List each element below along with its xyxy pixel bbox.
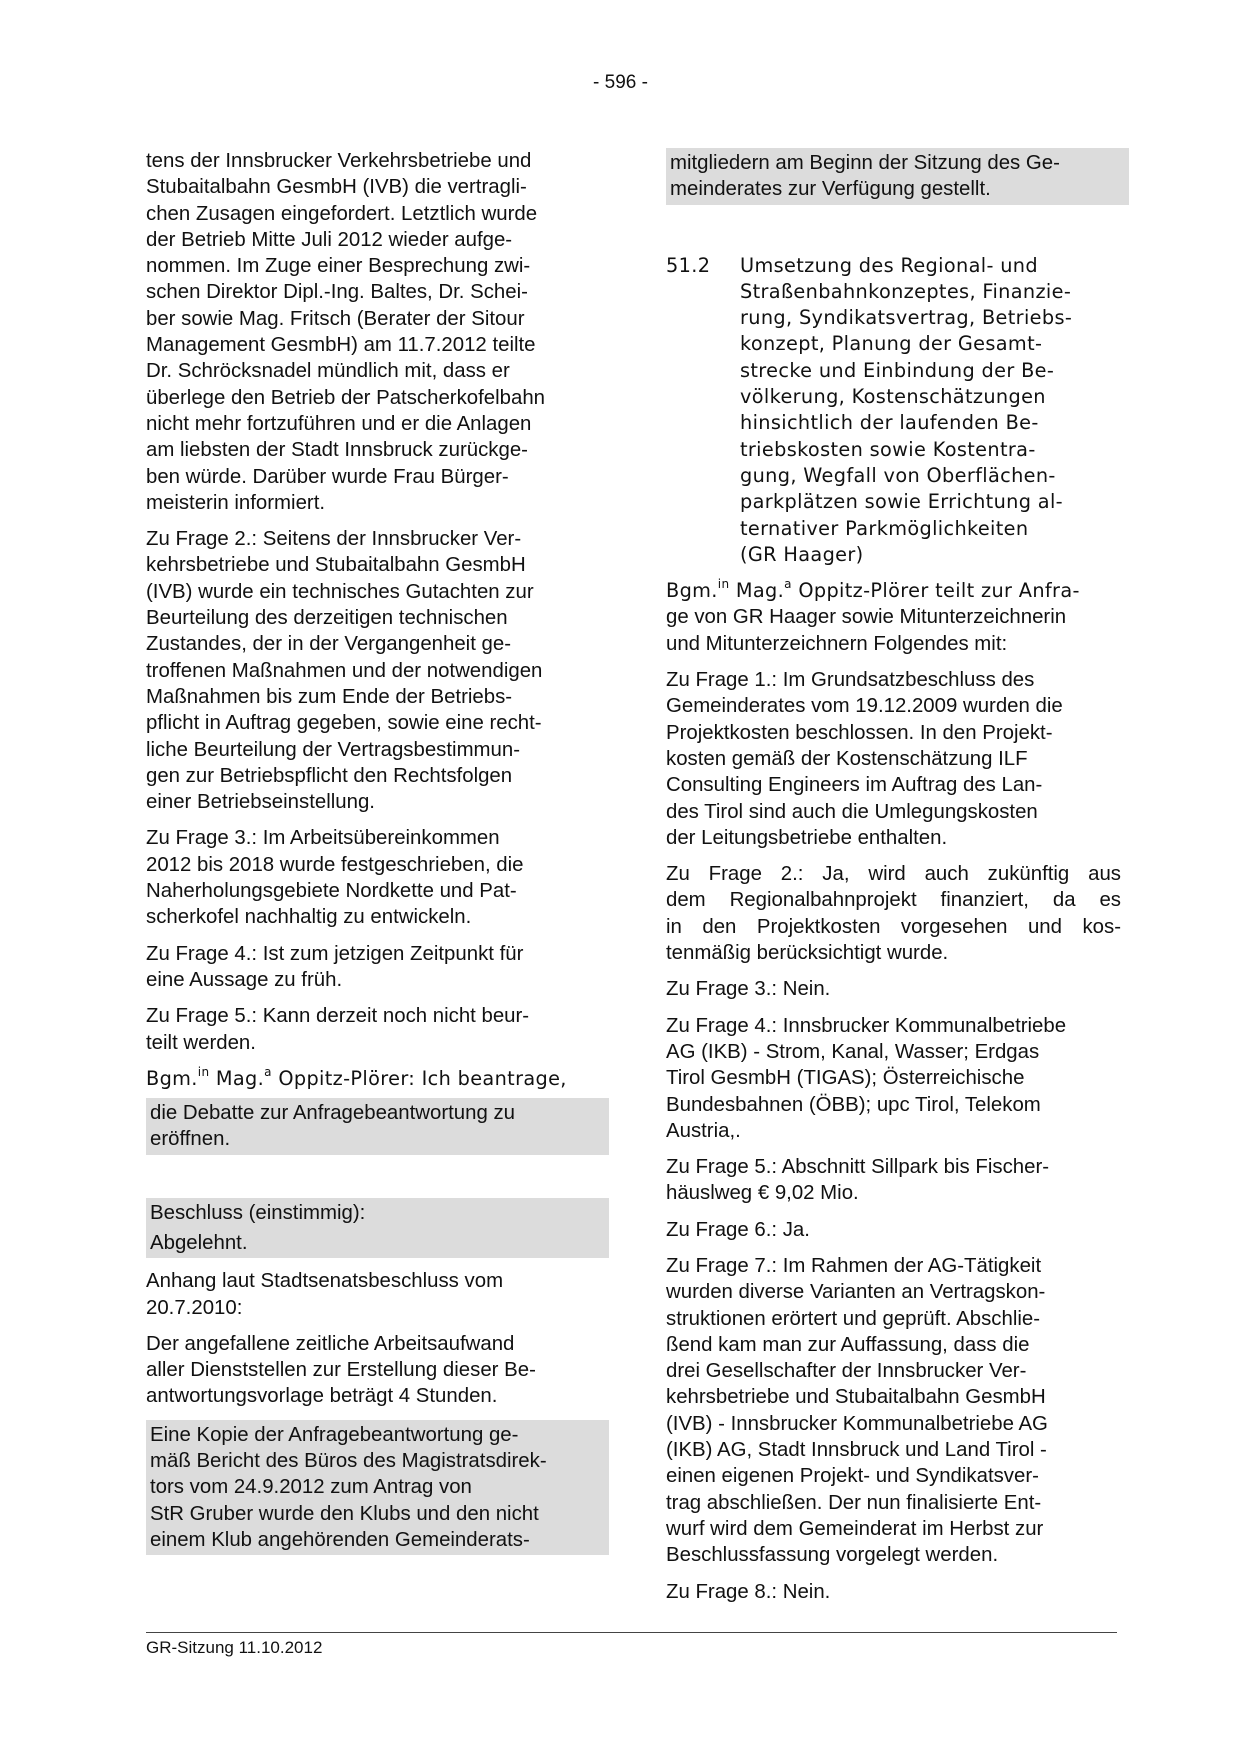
decision-label: Beschluss (einstimmig): bbox=[146, 1198, 609, 1228]
paragraph-question-4 bbox=[146, 941, 601, 994]
text-line: AG (IKB) - Strom, Kanal, Wasser; Erdgas bbox=[666, 1040, 1040, 1063]
text-line: wurden diverse Varianten an Vertragskon- bbox=[666, 1281, 1046, 1304]
speaker-title-bgm: Bgm. bbox=[666, 579, 718, 603]
speaker-intro-rest bbox=[666, 604, 1121, 657]
text-line: StR Gruber wurde den Klubs und den nicht bbox=[150, 1502, 539, 1525]
text-line: eröffnen. bbox=[150, 1128, 231, 1151]
text-line: Consulting Engineers im Auftrag des Lan- bbox=[666, 774, 1043, 797]
text-line: rung, Syndikatsvertrag, Betriebs- bbox=[740, 306, 1073, 330]
text-line: Zu Frage 4.: Innsbrucker Kommunalbetriebe bbox=[666, 1014, 1067, 1037]
text-line: Zu Frage 7.: Im Rahmen der AG-Tätigkeit bbox=[666, 1254, 1042, 1277]
text-line: strecke und Einbindung der Be- bbox=[740, 358, 1055, 382]
speaker-text: Oppitz-Plörer: Ich beantrage, bbox=[271, 1066, 567, 1090]
text-line: drei Gesellschafter der Innsbrucker Ver- bbox=[666, 1360, 1027, 1383]
text-line: antwortungsvorlage beträgt 4 Stunden. bbox=[146, 1385, 498, 1408]
text-line: Zu Frage 5.: Abschnitt Sillpark bis Fischer- bbox=[666, 1156, 1050, 1179]
answer-6: Zu Frage 6.: Ja. bbox=[666, 1218, 810, 1241]
right-column bbox=[666, 148, 1121, 1615]
text-line: tenmäßig berücksichtigt wurde. bbox=[666, 942, 949, 965]
text-line: Umsetzung des Regional- und bbox=[740, 253, 1038, 277]
text-line: kehrsbetriebe und Stubaitalbahn GesmbH bbox=[666, 1386, 1046, 1409]
text-line: Eine Kopie der Anfragebeantwortung ge- bbox=[150, 1423, 519, 1446]
text-line: Zu Frage 1.: Im Grundsatzbeschluss des bbox=[666, 669, 1035, 692]
text-line: scherkofel nachhaltig zu entwickeln. bbox=[146, 906, 472, 929]
speaker-sup-a: a bbox=[264, 1064, 272, 1079]
speaker-title-bgm: Bgm. bbox=[146, 1066, 198, 1090]
speaker-intro bbox=[666, 578, 1121, 657]
text-line: ge von GR Haager sowie Mitunterzeichnerin bbox=[666, 606, 1067, 629]
copy-note-continued bbox=[666, 148, 1129, 205]
text-line: hinsichtlich der laufenden Be- bbox=[740, 411, 1039, 435]
text-line: (IVB) wurde ein technisches Gutachten zur bbox=[146, 580, 534, 603]
text-line: häuslweg € 9,02 Mio. bbox=[666, 1182, 859, 1205]
text-line: teilt werden. bbox=[146, 1031, 256, 1054]
answer-7 bbox=[666, 1253, 1121, 1569]
text-line: tors vom 24.9.2012 zum Antrag von bbox=[150, 1476, 472, 1499]
text-line: Beurteilung des derzeitigen technischen bbox=[146, 607, 508, 630]
text-line: Maßnahmen bis zum Ende der Betriebs- bbox=[146, 685, 513, 708]
answer-2 bbox=[666, 861, 1121, 966]
text-line: ternativer Parkmöglichkeiten bbox=[740, 516, 1029, 540]
speaker-sup-in: in bbox=[717, 577, 730, 592]
text-line: Anhang laut Stadtsenatsbeschluss vom bbox=[146, 1270, 504, 1293]
text-line: (GR Haager) bbox=[740, 542, 864, 566]
text-line: konzept, Planung der Gesamt- bbox=[740, 332, 1043, 356]
text-line: wurf wird dem Gemeinderat im Herbst zur bbox=[666, 1517, 1044, 1540]
text-line: Zu Frage 2.: Seitens der Innsbrucker Ver- bbox=[146, 528, 522, 551]
motion-text bbox=[146, 1098, 609, 1155]
speaker-title-mag: Mag. bbox=[209, 1066, 265, 1090]
text-line: Projektkosten beschlossen. In den Projekt- bbox=[666, 721, 1053, 744]
footer-rule bbox=[146, 1632, 1117, 1633]
text-line: Gemeinderates vom 19.12.2009 wurden die bbox=[666, 695, 1063, 718]
text-line: triebskosten sowie Kostentra- bbox=[740, 437, 1036, 461]
text-line: ßend kam man zur Auffassung, dass die bbox=[666, 1333, 1030, 1356]
left-column bbox=[146, 148, 601, 1565]
text-line: dem Regionalbahnprojekt finanziert, da es bbox=[666, 889, 1121, 912]
text-line: Zu Frage 4.: Ist zum jetzigen Zeitpunkt für bbox=[146, 942, 524, 965]
speaker-title-mag: Mag. bbox=[729, 579, 785, 603]
spacer bbox=[146, 1165, 601, 1198]
text-line: trag abschließen. Der nun finalisierte Ent- bbox=[666, 1491, 1042, 1514]
text-line: Der angefallene zeitliche Arbeitsaufwand bbox=[146, 1332, 515, 1355]
text-line: Beschlussfassung vorgelegt werden. bbox=[666, 1544, 999, 1567]
text-line: einem Klub angehörenden Gemeinderats- bbox=[150, 1528, 530, 1551]
text-line: am liebsten der Stadt Innsbruck zurückge- bbox=[146, 439, 528, 462]
text-line: der Betrieb Mitte Juli 2012 wieder aufge- bbox=[146, 228, 513, 251]
answer-3: Zu Frage 3.: Nein. bbox=[666, 978, 831, 1001]
answer-4 bbox=[666, 1013, 1121, 1144]
text-line: tens der Innsbrucker Verkehrsbetriebe und bbox=[146, 150, 532, 172]
text-line: in den Projektkosten vorgesehen und kos- bbox=[666, 915, 1121, 938]
answer-5 bbox=[666, 1154, 1121, 1207]
text-line: meinderates zur Verfügung gestellt. bbox=[670, 178, 991, 201]
text-line: schen Direktor Dipl.-Ing. Baltes, Dr. Schei- bbox=[146, 281, 528, 304]
agenda-item bbox=[666, 253, 1121, 569]
text-line: kehrsbetriebe und Stubaitalbahn GesmbH bbox=[146, 554, 526, 577]
answer-1 bbox=[666, 667, 1121, 851]
decision-result: Abgelehnt. bbox=[146, 1228, 609, 1258]
text-line: 2012 bis 2018 wurde festgeschrieben, die bbox=[146, 853, 524, 876]
page-number: - 596 - bbox=[593, 72, 648, 93]
text-line: nicht mehr fortzuführen und er die Anlagen bbox=[146, 412, 532, 435]
footer-text: GR-Sitzung 11.10.2012 bbox=[146, 1638, 323, 1657]
text-line: Tirol GesmbH (TIGAS); Österreichische bbox=[666, 1067, 1025, 1090]
paragraph-intro bbox=[146, 148, 601, 516]
paragraph-question-3 bbox=[146, 825, 601, 930]
text-line: und Mitunterzeichnern Folgendes mit: bbox=[666, 632, 1008, 655]
paragraph-question-2 bbox=[146, 526, 601, 815]
speaker-line bbox=[146, 1066, 601, 1092]
text-line: struktionen erörtert und geprüft. Abschlie- bbox=[666, 1307, 1041, 1330]
text-line: chen Zusagen eingefordert. Letztlich wurde bbox=[146, 202, 538, 225]
text-line: Straßenbahnkonzeptes, Finanzie- bbox=[740, 279, 1072, 303]
text-line: Stubaitalbahn GesmbH (IVB) die vertragli- bbox=[146, 176, 527, 199]
effort-text bbox=[146, 1331, 601, 1410]
text-line: Zustandes, der in der Vergangenheit ge- bbox=[146, 633, 512, 656]
text-line: des Tirol sind auch die Umlegungskosten bbox=[666, 800, 1038, 823]
text-line: mäß Bericht des Büros des Magistratsdirek- bbox=[150, 1450, 547, 1473]
annex-text bbox=[146, 1268, 601, 1321]
text-line: Zu Frage 2.: Ja, wird auch zukünftig aus bbox=[666, 863, 1121, 886]
text-line: Austria,. bbox=[666, 1119, 741, 1142]
text-line: mitgliedern am Beginn der Sitzung des Ge- bbox=[670, 152, 1060, 174]
agenda-item-number: 51.2 bbox=[666, 253, 711, 277]
text-line: ben würde. Darüber wurde Frau Bürger- bbox=[146, 465, 509, 488]
text-line: parkplätzen sowie Errichtung al- bbox=[740, 490, 1063, 514]
text-line: aller Dienststellen zur Erstellung dieser Be- bbox=[146, 1359, 536, 1382]
text-line: Bundesbahnen (ÖBB); upc Tirol, Telekom bbox=[666, 1093, 1041, 1116]
text-line: kosten gemäß der Kostenschätzung ILF bbox=[666, 747, 1028, 770]
text-line: einen eigenen Projekt- und Syndikatsver- bbox=[666, 1465, 1039, 1488]
text-line: (IVB) - Innsbrucker Kommunalbetriebe AG bbox=[666, 1412, 1048, 1435]
text-line: liche Beurteilung der Vertragsbestimmun- bbox=[146, 738, 521, 761]
text-line: einer Betriebseinstellung. bbox=[146, 791, 375, 814]
paragraph-question-5 bbox=[146, 1003, 601, 1056]
text-line: Zu Frage 3.: Im Arbeitsübereinkommen bbox=[146, 827, 500, 850]
text-line: (IKB) AG, Stadt Innsbruck und Land Tirol - bbox=[666, 1439, 1047, 1462]
text-line: Dr. Schröcksnadel mündlich mit, dass er bbox=[146, 360, 510, 383]
text-line: Zu Frage 5.: Kann derzeit noch nicht beur- bbox=[146, 1005, 530, 1028]
text-line: Management GesmbH) am 11.7.2012 teilte bbox=[146, 334, 536, 357]
agenda-item-title bbox=[740, 253, 1121, 569]
text-line: eine Aussage zu früh. bbox=[146, 968, 343, 991]
text-line: meisterin informiert. bbox=[146, 491, 326, 514]
text-line: gen zur Betriebspflicht den Rechtsfolgen bbox=[146, 764, 513, 787]
text-line: völkerung, Kostenschätzungen bbox=[740, 385, 1046, 409]
copy-note bbox=[146, 1420, 609, 1555]
text-line: überlege den Betrieb der Patscherkofelbahn bbox=[146, 386, 546, 409]
speaker-text: Oppitz-Plörer teilt zur Anfra- bbox=[791, 579, 1080, 603]
speaker-sup-a: a bbox=[784, 577, 792, 592]
answer-8: Zu Frage 8.: Nein. bbox=[666, 1580, 831, 1603]
text-line: Naherholungsgebiete Nordkette und Pat- bbox=[146, 880, 517, 903]
text-line: nommen. Im Zuge einer Besprechung zwi- bbox=[146, 255, 531, 278]
text-line: der Leitungsbetriebe enthalten. bbox=[666, 826, 948, 849]
text-line: 20.7.2010: bbox=[146, 1296, 243, 1319]
text-line: ber sowie Mag. Fritsch (Berater der Sitour bbox=[146, 307, 525, 330]
text-line: pflicht in Auftrag gegeben, sowie eine recht- bbox=[146, 712, 542, 735]
text-line: troffenen Maßnahmen und der notwendigen bbox=[146, 659, 543, 682]
text-line: die Debatte zur Anfragebeantwortung zu bbox=[150, 1102, 516, 1125]
text-line: gung, Wegfall von Oberflächen- bbox=[740, 463, 1056, 487]
speaker-sup-in: in bbox=[197, 1064, 210, 1079]
